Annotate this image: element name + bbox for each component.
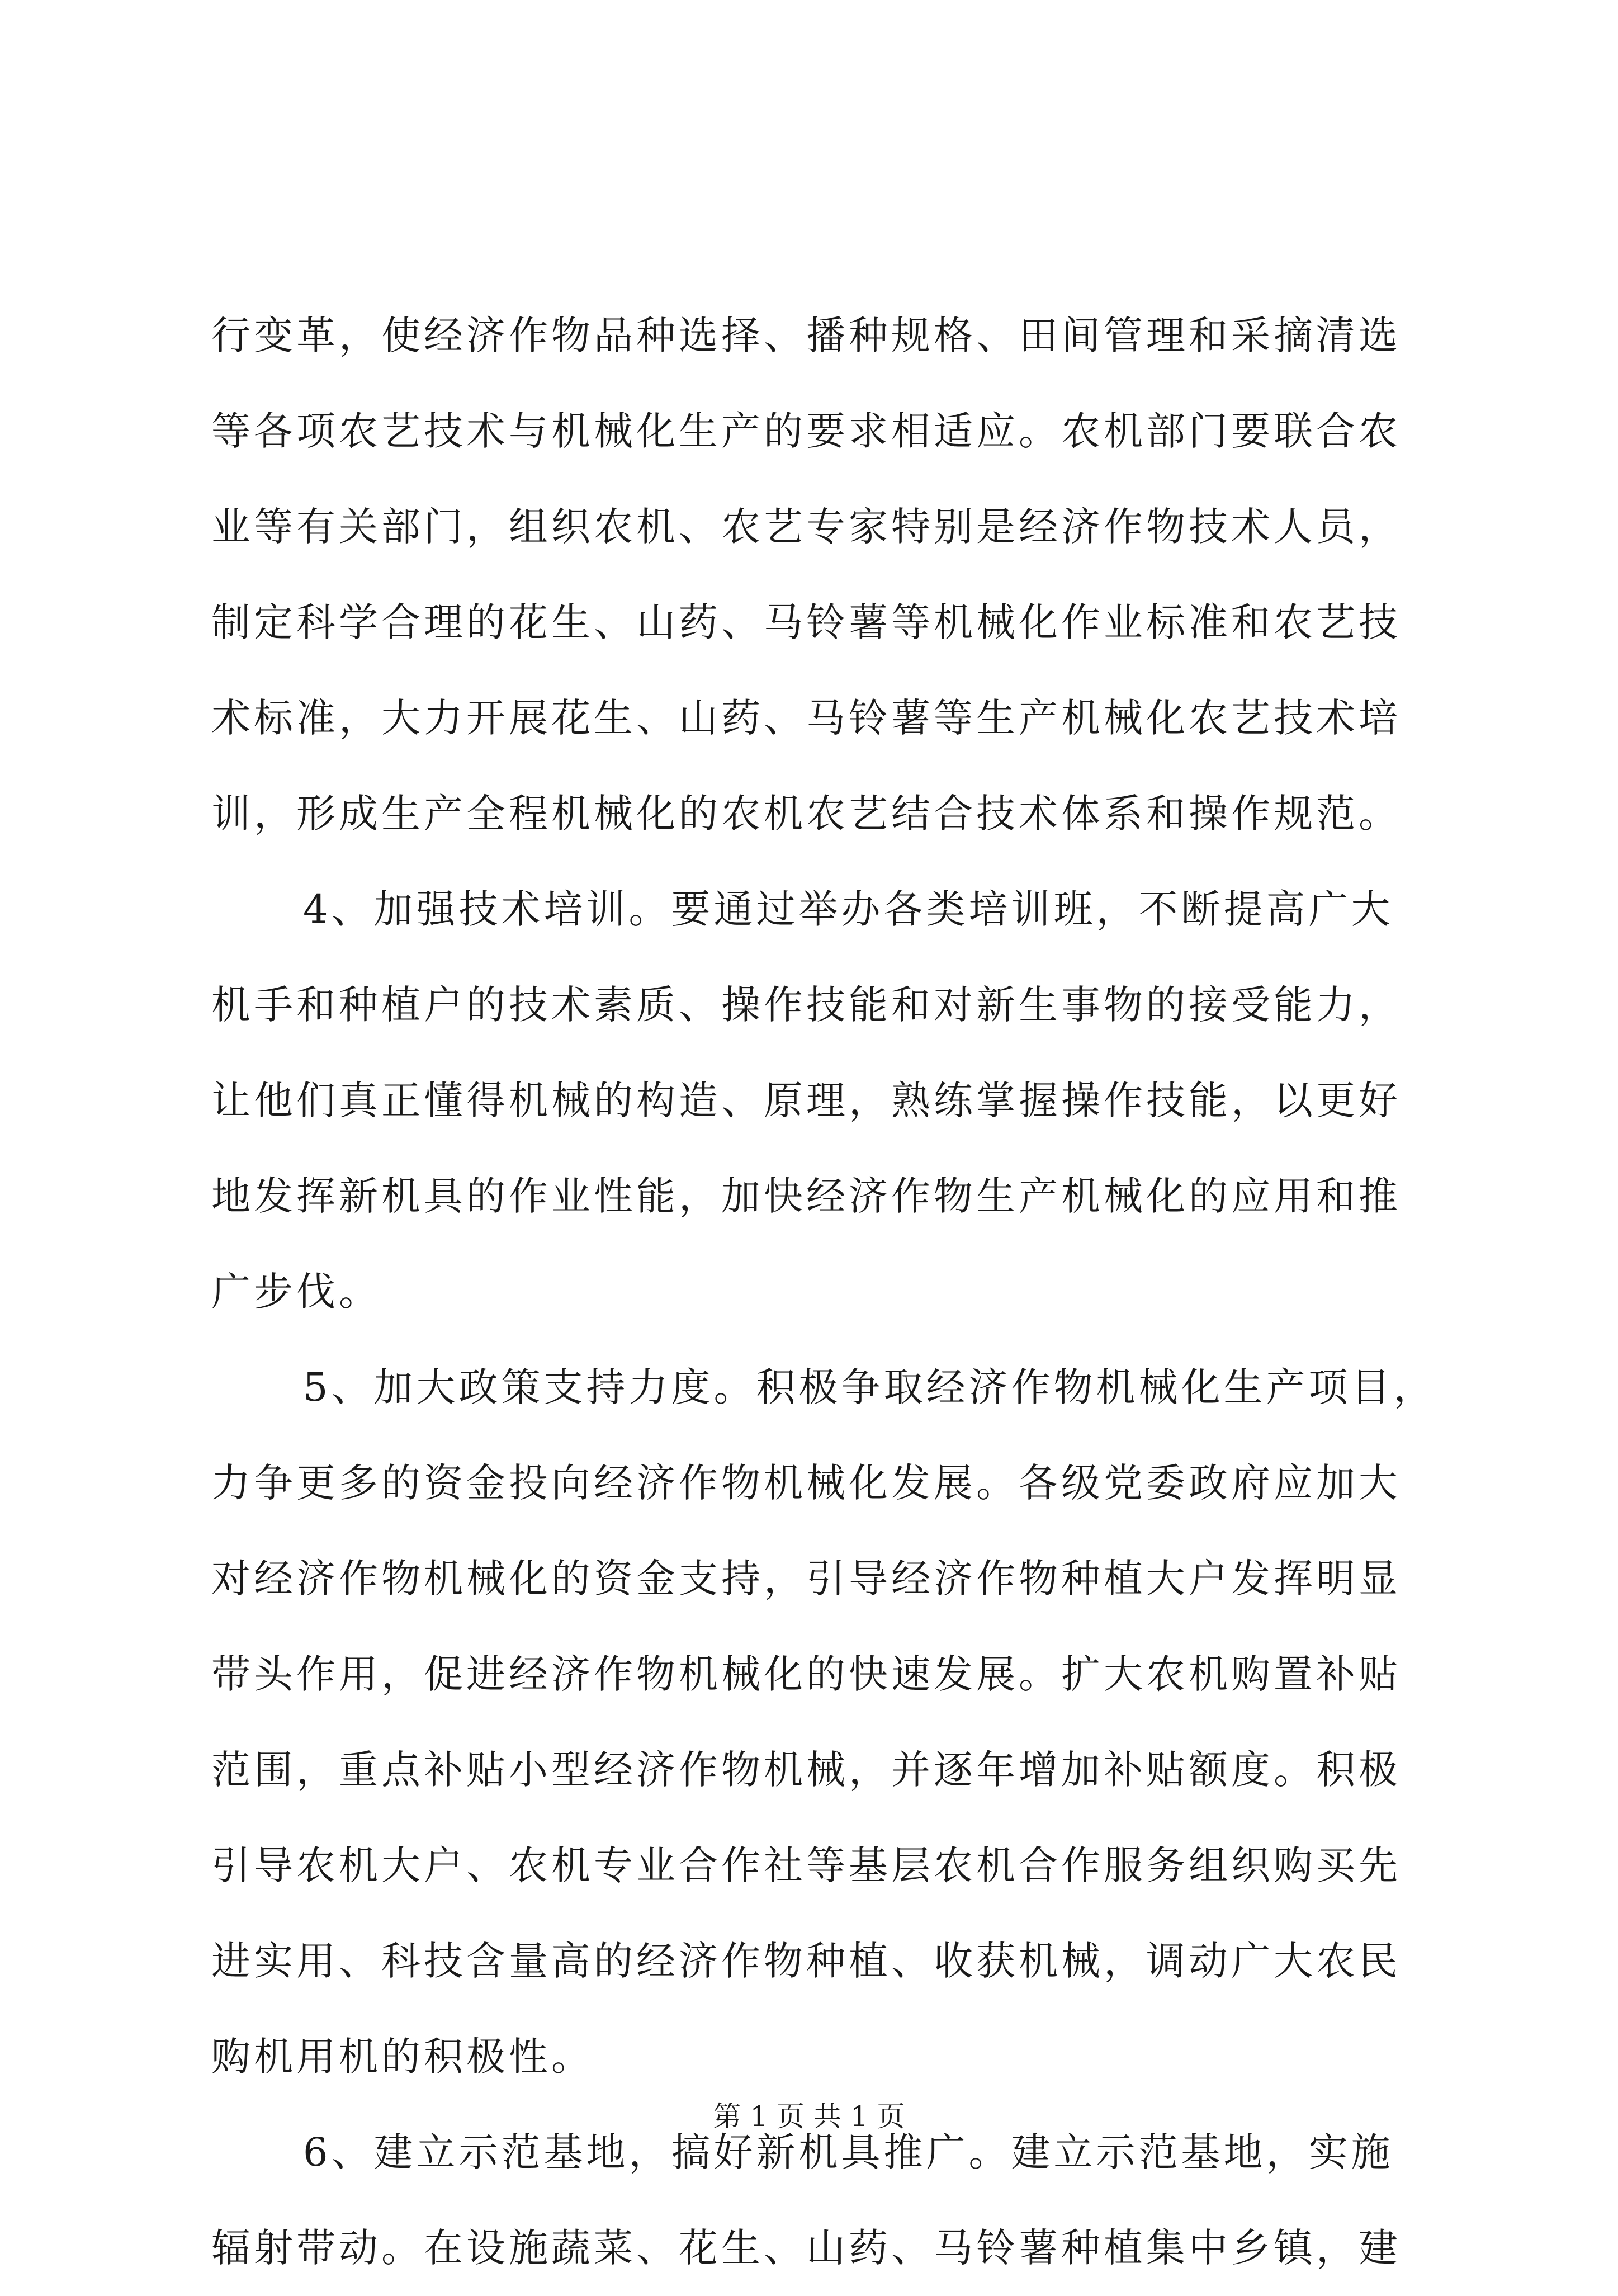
text-line: 范围，重点补贴小型经济作物机械，并逐年增加补贴额度。积极 [211,1747,1401,1793]
page-number-footer: 第 1 页 共 1 页 [713,2100,905,2133]
text-line: 术标准，大力开展花生、山药、马铃薯等生产机械化农艺技术培 [211,695,1401,741]
text-line: 广步伐。 [211,1269,381,1315]
text-line: 引导农机大户、农机专业合作社等基层农机合作服务组织购买先 [211,1843,1401,1888]
text-line: 对经济作物机械化的资金支持，引导经济作物种植大户发挥明显 [211,1556,1401,1601]
text-line: 购机用机的积极性。 [211,2034,594,2080]
text-line: 训，形成生产全程机械化的农机农艺结合技术体系和操作规范。 [211,791,1401,837]
paragraph-4-start: 4、加强技术培训。要通过举办各类培训班，不断提高广大 [303,886,1394,932]
text-line: 辐射带动。在设施蔬菜、花生、山药、马铃薯种植集中乡镇，建 [211,2225,1401,2271]
document-body [211,288,1436,2296]
text-line: 行变革，使经济作物品种选择、播种规格、田间管理和采摘清选 [211,313,1401,358]
text-line: 机手和种植户的技术素质、操作技能和对新生事物的接受能力， [211,982,1401,1028]
paragraph-6-start: 6、建立示范基地，搞好新机具推广。建立示范基地，实施 [303,2129,1394,2175]
text-line: 制定科学合理的花生、山药、马铃薯等机械化作业标准和农艺技 [211,599,1401,645]
text-line: 带头作用，促进经济作物机械化的快速发展。扩大农机购置补贴 [211,1651,1401,1697]
text-line: 等各项农艺技术与机械化生产的要求相适应。农机部门要联合农 [211,408,1401,454]
paragraph-5-start: 5、加大政策支持力度。积极争取经济作物机械化生产项目， [303,1364,1436,1410]
text-line: 地发挥新机具的作业性能，加快经济作物生产机械化的应用和推 [211,1173,1401,1219]
text-line: 进实用、科技含量高的经济作物种植、收获机械，调动广大农民 [211,1938,1401,1984]
text-line: 力争更多的资金投向经济作物机械化发展。各级党委政府应加大 [211,1460,1401,1506]
text-line: 业等有关部门，组织农机、农艺专家特别是经济作物技术人员， [211,504,1401,550]
text-line: 让他们真正懂得机械的构造、原理，熟练掌握操作技能，以更好 [211,1078,1401,1123]
